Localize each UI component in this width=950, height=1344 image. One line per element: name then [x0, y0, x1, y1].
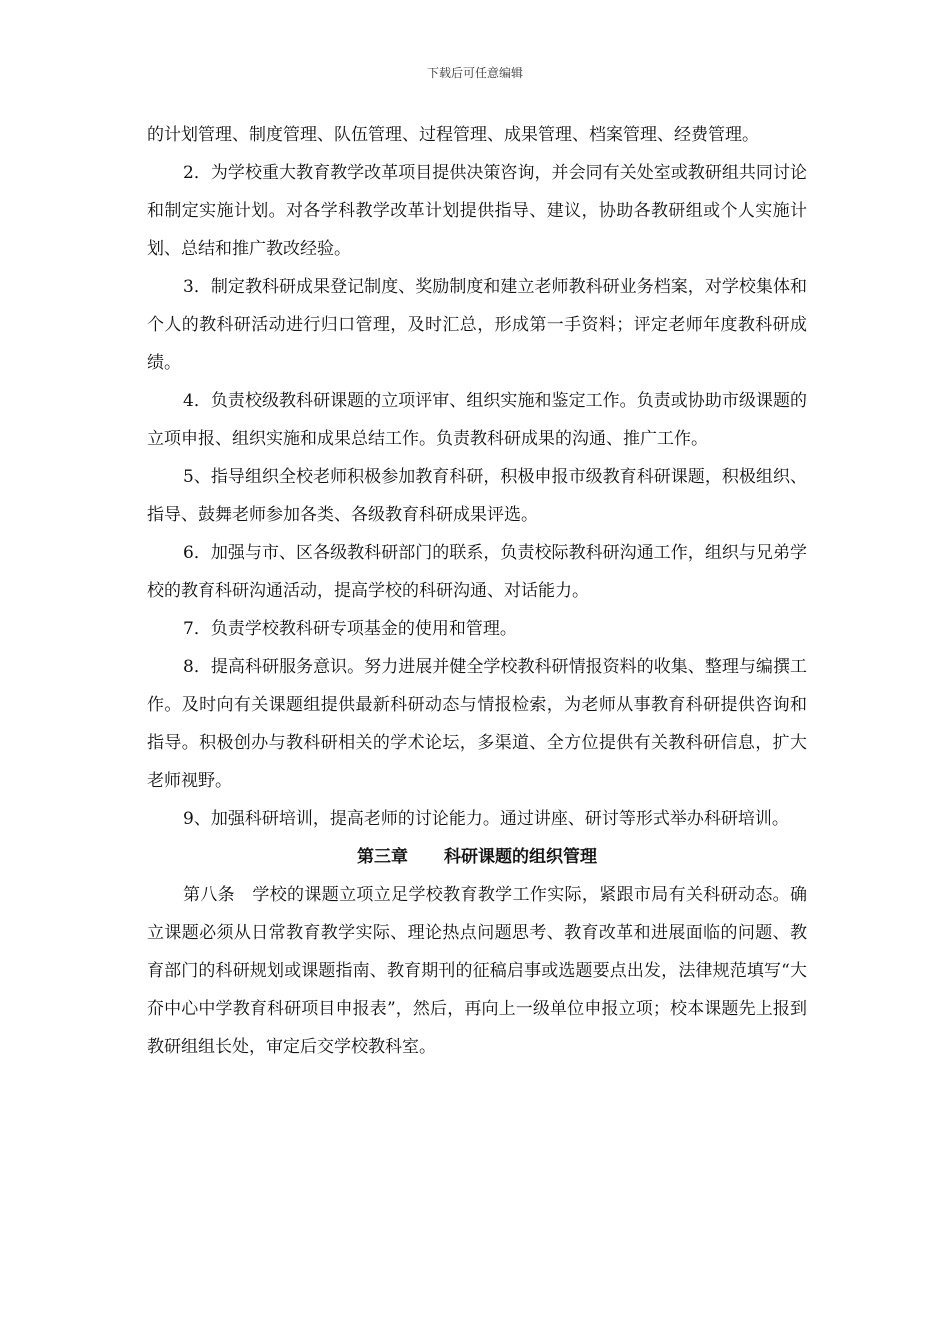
paragraph-item-4: 4．负责校级教科研课题的立项评审、组织实施和鉴定工作。负责或协助市级课题的立项申报、组织实施和成果总结工作。负责教科研成果的沟通、推广工作。: [147, 391, 807, 449]
paragraph-item-2: 2．为学校重大教育教学改革项目提供决策咨询，并会同有关处室或教研组共同讨论和制定实施计划。对各学科教学改革计划提供指导、建议，协助各教研组或个人实施计划、总结和推广教改经验。: [147, 163, 807, 259]
paragraph-item-7: 7．负责学校教科研专项基金的使用和管理。: [183, 619, 517, 639]
chapter-heading: [147, 838, 807, 876]
paragraph-continuation: 的计划管理、制度管理、队伍管理、过程管理、成果管理、档案管理、经费管理。: [147, 125, 759, 145]
chapter-title: 科研课题的组织管理: [444, 847, 597, 867]
document-body: [147, 116, 807, 1066]
paragraph-item-5: 5、指导组织全校老师积极参加教育科研，积极申报市级教育科研课题，积极组织、指导、鼓舞老师参加各类、各级教育科研成果评选。: [147, 467, 807, 525]
page-header: 下载后可任意编辑: [426, 66, 523, 80]
chapter-number: 第三章: [357, 847, 408, 867]
paragraph-item-6: 6．加强与市、区各级教科研部门的联系，负责校际教科研沟通工作，组织与兄弟学校的教育科研沟通活动，提高学校的科研沟通、对话能力。: [147, 543, 807, 601]
paragraph-item-3: 3．制定教科研成果登记制度、奖励制度和建立老师教科研业务档案，对学校集体和个人的教科研活动进行归口管理，及时汇总，形成第一手资料；评定老师年度教科研成绩。: [147, 277, 807, 373]
paragraph-item-9: 9、加强科研培训，提高老师的讨论能力。通过讲座、研讨等形式举办科研培训。: [183, 809, 789, 829]
article-eight: 第八条 学校的课题立项立足学校教育教学工作实际，紧跟市局有关科研动态。确立课题必须从日常教育教学实际、理论热点问题思考、教育改革和进展面临的问题、教育部门的科研规划或课题指南、教育期刊的征稿启事或选题要点出发，法律规范填写“大夼中心中学教育科研项目申报表”，然后，再向上一级单位申报立项；校本课题先上报到教研组组长处，审定后交学校教科室。: [147, 885, 807, 1057]
paragraph-item-8: 8．提高科研服务意识。努力进展并健全学校教科研情报资料的收集、整理与编撰工作。及时向有关课题组提供最新科研动态与情报检索，为老师从事教育科研提供咨询和指导。积极创办与教科研相关的学术论坛，多渠道、全方位提供有关教科研信息，扩大老师视野。: [147, 657, 807, 791]
